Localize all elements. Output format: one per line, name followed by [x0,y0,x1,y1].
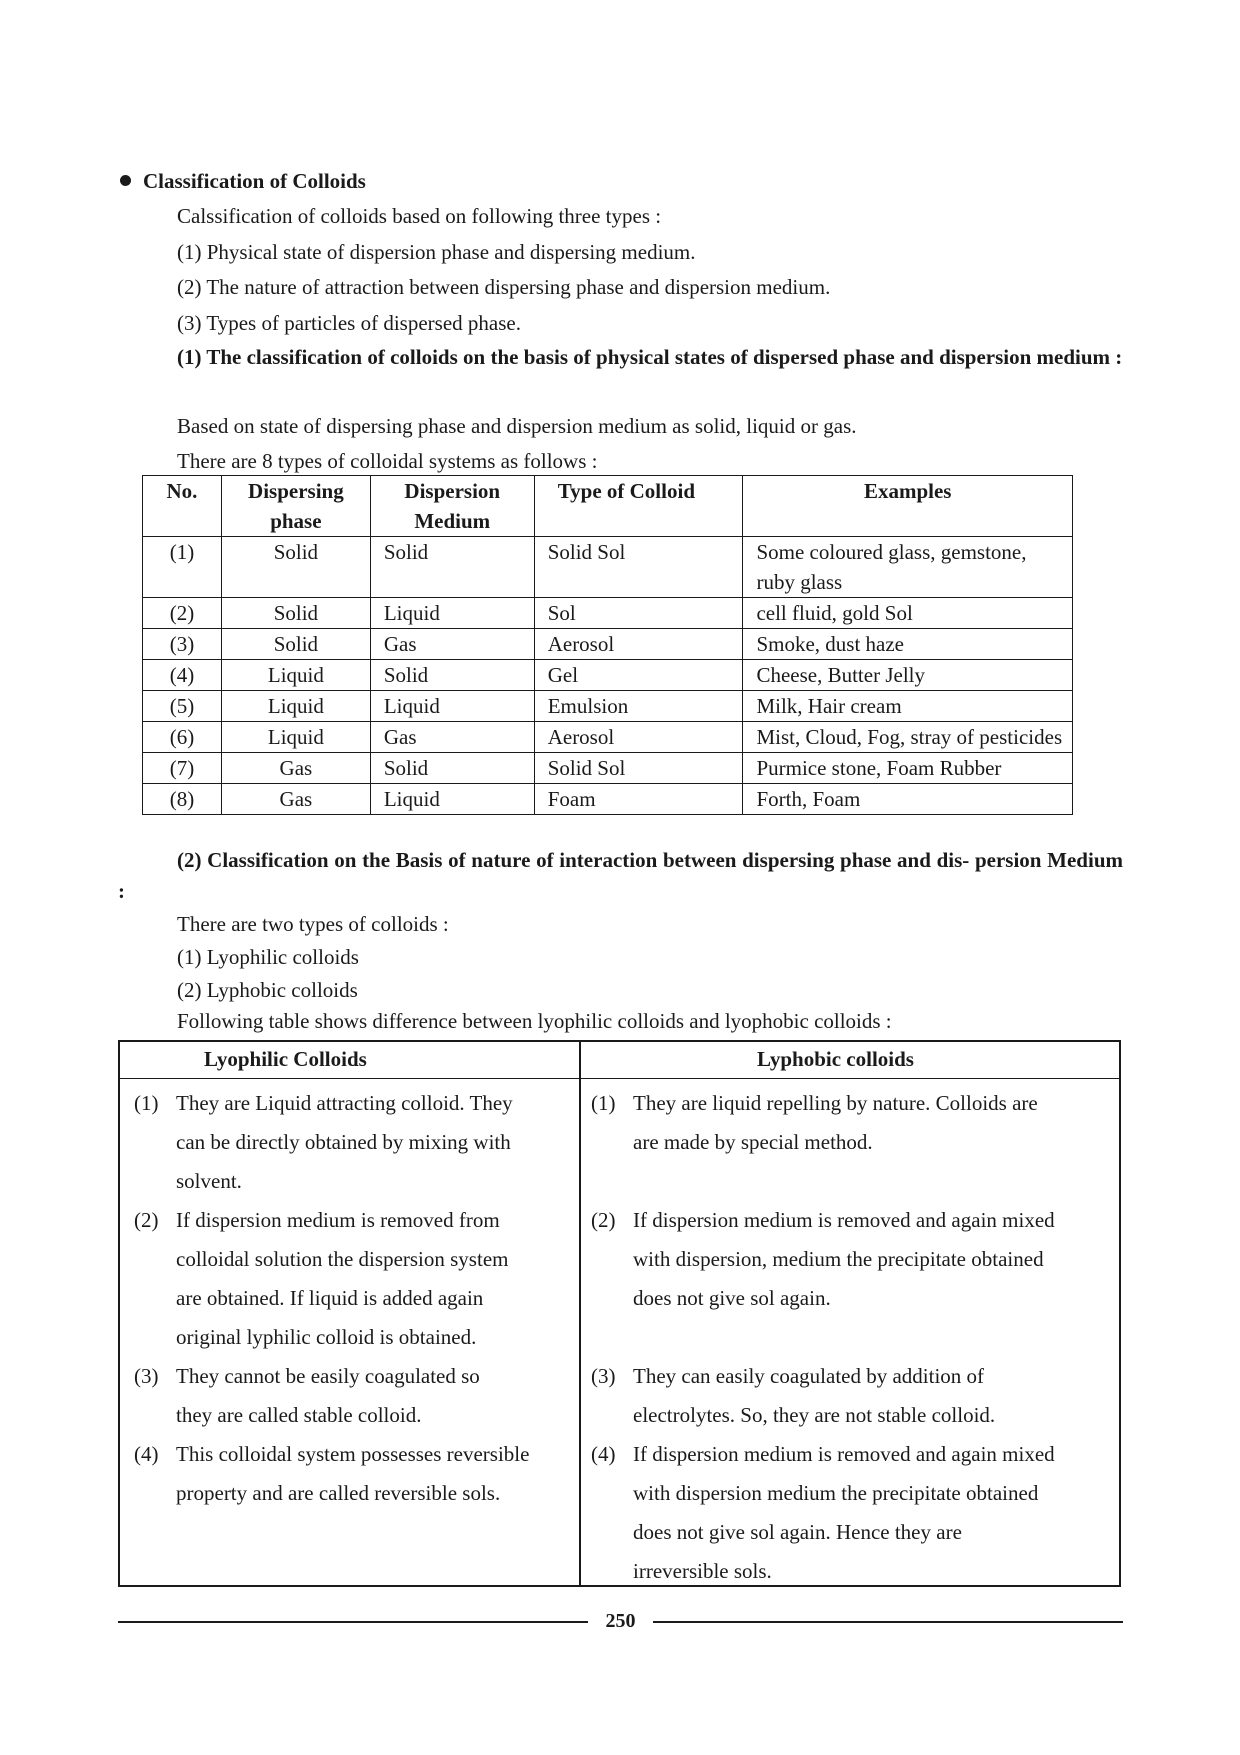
item-line: does not give sol again. Hence they are [633,1520,962,1544]
cell-type: Solid Sol [534,537,743,598]
item-line: does not give sol again. [633,1286,831,1310]
item-line: are made by special method. [633,1130,873,1154]
type-item-3: (3) Types of particles of dispersed phase. [177,311,521,335]
lyophobic-item [591,1201,1116,1357]
type-item-1: (1) Physical state of dispersion phase and dispersing medium. [177,240,696,264]
item-line: with dispersion medium the precipitate obtained [633,1481,1039,1505]
item-number: (1) [134,1091,159,1115]
lyophobic-item [591,1084,1116,1201]
cell-type: Solid Sol [534,753,743,784]
cell-dispersing-phase: Solid [221,598,370,629]
header-examples: Examples [743,476,1073,537]
header-dispersion-medium: Dispersion Medium [370,476,534,537]
cell-no: (1) [143,537,222,598]
cell-dispersing-phase: Liquid [221,722,370,753]
lyophilic-item [134,1435,574,1513]
item-line: electrolytes. So, they are not stable colloid. [633,1403,996,1427]
cell-dispersion-medium: Liquid [370,784,534,815]
item-line: If dispersion medium is removed and again mixed [633,1442,1055,1466]
page-footer [118,1609,1123,1633]
item-line: with dispersion, medium the precipitate obtained [633,1247,1044,1271]
cell-examples: Smoke, dust haze [743,629,1073,660]
lyophilic-item [134,1084,574,1201]
item-line: are obtained. If liquid is added again [176,1286,484,1310]
part1-line2: There are 8 types of colloidal systems as follows : [177,449,598,473]
item-number: (2) [591,1208,616,1232]
cell-dispersing-phase: Gas [221,784,370,815]
part2-line1: There are two types of colloids : [177,912,449,936]
table-row [143,691,1073,722]
table-row [143,629,1073,660]
item-line [633,1318,1116,1357]
item-line: They are liquid repelling by nature. Colloids are [633,1091,1038,1115]
header-no: No. [143,476,222,537]
item-line: they are called stable colloid. [176,1403,422,1427]
cell-examples: cell fluid, gold Sol [743,598,1073,629]
cell-no: (4) [143,660,222,691]
cell-dispersion-medium: Solid [370,537,534,598]
header-rule [120,1078,1119,1079]
item-line: This colloidal system possesses reversible [176,1442,530,1466]
item-number: (4) [134,1442,159,1466]
item-number: (4) [591,1442,616,1466]
item-line: They can easily coagulated by addition of [633,1364,985,1388]
part2-line3: (2) Lyphobic colloids [177,978,358,1002]
part2-heading: (2) Classification on the Basis of nature of interaction between dispersing phase and dis- persion Medium : [118,848,1123,903]
header-type-of-colloid: Type of Colloid [534,476,743,537]
cell-no: (3) [143,629,222,660]
cell-type: Aerosol [534,722,743,753]
cell-no: (8) [143,784,222,815]
bullet-icon [120,175,131,186]
cell-dispersing-phase: Gas [221,753,370,784]
cell-no: (5) [143,691,222,722]
lyophobic-header: Lyphobic colloids [757,1047,914,1071]
table-row [143,537,1073,598]
column-divider [579,1042,581,1585]
cell-dispersion-medium: Gas [370,629,534,660]
cell-dispersing-phase: Solid [221,629,370,660]
cell-type: Emulsion [534,691,743,722]
item-line: If dispersion medium is removed and again mixed [633,1208,1055,1232]
cell-type: Aerosol [534,629,743,660]
cell-no: (6) [143,722,222,753]
item-number: (1) [591,1091,616,1115]
cell-type: Sol [534,598,743,629]
cell-dispersion-medium: Liquid [370,691,534,722]
item-number: (2) [134,1208,159,1232]
part2-line4: Following table shows difference between lyophilic colloids and lyophobic colloids : [177,1009,892,1033]
lyophilic-item [134,1201,574,1357]
lyophilic-header: Lyophilic Colloids [204,1047,367,1071]
table-row [143,784,1073,815]
item-line [633,1162,1116,1201]
cell-examples: Forth, Foam [743,784,1073,815]
item-line: original lyphilic colloid is obtained. [176,1325,477,1349]
lyophilic-column [134,1084,574,1513]
cell-type: Gel [534,660,743,691]
header-dispersing-phase: Dispersing phase [221,476,370,537]
cell-dispersion-medium: Solid [370,660,534,691]
item-number: (3) [591,1364,616,1388]
cell-dispersion-medium: Liquid [370,598,534,629]
intro-text: Calssification of colloids based on following three types : [177,204,662,228]
lyophobic-item [591,1435,1116,1591]
lyophilic-lyophobic-table [118,1040,1121,1587]
footer-rule-left [118,1621,588,1623]
item-line: If dispersion medium is removed from [176,1208,500,1232]
cell-dispersing-phase: Solid [221,537,370,598]
lyophobic-column [591,1084,1116,1591]
cell-examples: Cheese, Butter Jelly [743,660,1073,691]
item-line: can be directly obtained by mixing with [176,1130,511,1154]
item-line: They are Liquid attracting colloid. They [176,1091,513,1115]
lyophobic-item [591,1357,1116,1435]
footer-rule-right [653,1621,1123,1623]
cell-dispersion-medium: Gas [370,722,534,753]
table-header-row [143,476,1073,537]
item-line: solvent. [176,1169,242,1193]
table-row [143,753,1073,784]
cell-examples: Milk, Hair cream [743,691,1073,722]
cell-no: (2) [143,598,222,629]
page-number: 250 [605,1610,636,1632]
item-line: They cannot be easily coagulated so [176,1364,480,1388]
part2-line2: (1) Lyophilic colloids [177,945,359,969]
cell-dispersion-medium: Solid [370,753,534,784]
colloid-types-table [142,475,1073,815]
item-line: irreversible sols. [633,1559,772,1583]
type-item-2: (2) The nature of attraction between dispersing phase and dispersion medium. [177,275,831,299]
cell-examples: Some coloured glass, gemstone, ruby glass [743,537,1073,598]
cell-examples: Mist, Cloud, Fog, stray of pesticides [743,722,1073,753]
table-row [143,598,1073,629]
item-line: property and are called reversible sols. [176,1481,501,1505]
table-row [143,722,1073,753]
item-number: (3) [134,1364,159,1388]
cell-examples: Purmice stone, Foam Rubber [743,753,1073,784]
cell-no: (7) [143,753,222,784]
table-row [143,660,1073,691]
part1-heading: (1) The classification of colloids on the basis of physical states of dispersed phase and dispersion medium : [177,345,1123,369]
lyophilic-item [134,1357,574,1435]
section-heading: Classification of Colloids [120,168,366,194]
item-line: colloidal solution the dispersion system [176,1247,509,1271]
cell-dispersing-phase: Liquid [221,691,370,722]
cell-dispersing-phase: Liquid [221,660,370,691]
part1-line1: Based on state of dispersing phase and dispersion medium as solid, liquid or gas. [177,414,857,438]
cell-type: Foam [534,784,743,815]
